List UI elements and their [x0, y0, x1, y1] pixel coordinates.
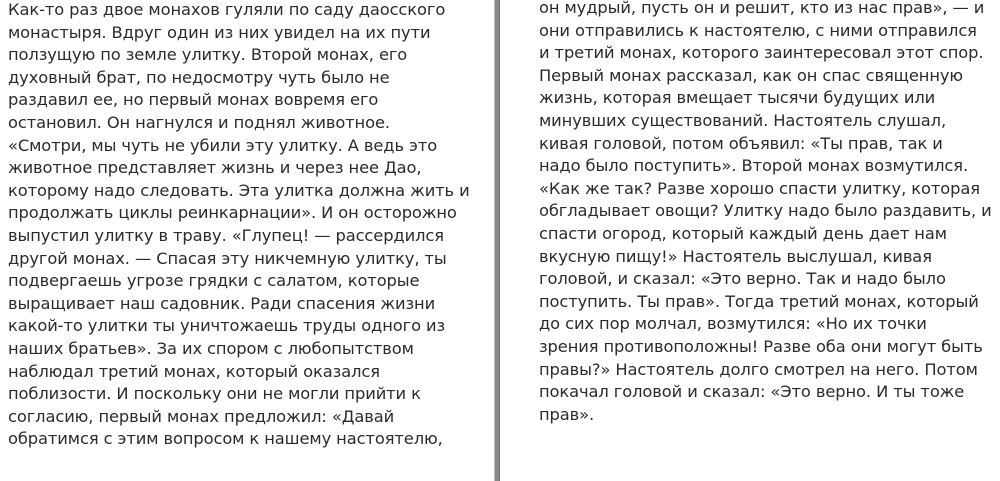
text-line: кивая головой, потом объявил: «Ты прав, так и — [539, 133, 943, 153]
text-line: Первый монах рассказал, как он спас священную — [539, 65, 964, 85]
text-line: правы?» Настоятель долго смотрел на него. Потом — [539, 359, 978, 379]
text-column-right — [506, 0, 1000, 481]
text-line: прав». — [539, 404, 595, 424]
text-line: до сих пор молчал, возмутился: «Но их точки — [539, 314, 927, 334]
text-line: наблюдал третий монах, который оказался — [8, 361, 380, 381]
text-column-left — [0, 0, 488, 481]
text-line: жизнь, которая вмещает тысячи будущих или — [539, 88, 936, 108]
text-line: выращивает наш садовник. Ради спасения жизни — [8, 293, 436, 313]
text-line: покачал головой и сказал: «Это верно. И ты тоже — [539, 382, 965, 402]
text-line: раздавил ее, но первый монах вовремя его — [8, 90, 379, 110]
text-line: выпустил улитку в траву. «Глупец! — рассердился — [8, 226, 444, 245]
text-line: согласию, первый монах предложил: «Давай — [8, 406, 395, 426]
text-line: Как-то раз двое монахов гуляли по саду даосского — [8, 0, 446, 19]
text-line: подвергаешь угрозе грядки с салатом, которые — [8, 271, 420, 291]
column-divider — [494, 0, 500, 481]
text-line: какой-то улитки ты уничтожаешь труды одного из — [8, 316, 446, 336]
text-line: они отправились к настоятелю, с ними отправился — [539, 20, 977, 40]
text-line: поблизости. И поскольку они не могли прийти к — [8, 384, 421, 404]
text-line: которому надо следовать. Эта улитка должна жить и — [8, 180, 470, 200]
text-line: наших братьев». За их спором с любопытством — [8, 339, 414, 358]
text-line: спасти огород, который каждый день дает нам — [539, 224, 947, 243]
text-line: «Смотри, мы чуть не убили эту улитку. А ведь это — [8, 135, 438, 155]
text-line: обгладывает овощи? Улитку надо было раздавить, и — [539, 201, 992, 221]
text-line: надо было поступить». Второй монах возмутился. — [539, 156, 969, 176]
text-line: остановил. Он нагнулся и поднял животное. — [8, 113, 390, 132]
text-line: и третий монах, которого заинтересовал этот спор. — [539, 43, 984, 63]
text-line: животное представляет жизнь и через нее Дао, — [8, 158, 422, 178]
text-line: зрения противоположны! Разве оба они могут быть — [539, 337, 983, 356]
text-line: обратимся с этим вопросом к нашему настоятелю, — [8, 429, 443, 449]
text-line: духовный брат, по недосмотру чуть было не — [8, 67, 390, 87]
text-line: поступить. Ты прав». Тогда третий монах, который — [539, 291, 979, 311]
text-line: монастыря. Вдруг один из них увидел на их пути — [8, 22, 431, 42]
text-line: «Как же так? Разве хорошо спасти улитку, которая — [539, 178, 980, 198]
text-line: ползущую по земле улитку. Второй монах, его — [8, 45, 408, 65]
text-line: вкусную пищу!» Настоятель выслушал, кивая — [539, 246, 932, 266]
text-line: продолжать циклы реинкарнации». И он осторожно — [8, 203, 457, 223]
text-line: другой монах. — Спасая эту никчемную улитку, ты — [8, 248, 447, 268]
text-line: головой, и сказал: «Это верно. Так и надо было — [539, 269, 946, 289]
text-line: минувших существований. Настоятель слушал, — [539, 111, 947, 130]
text-line: он мудрый, пусть он и решит, кто из нас прав», — и — [539, 0, 985, 17]
